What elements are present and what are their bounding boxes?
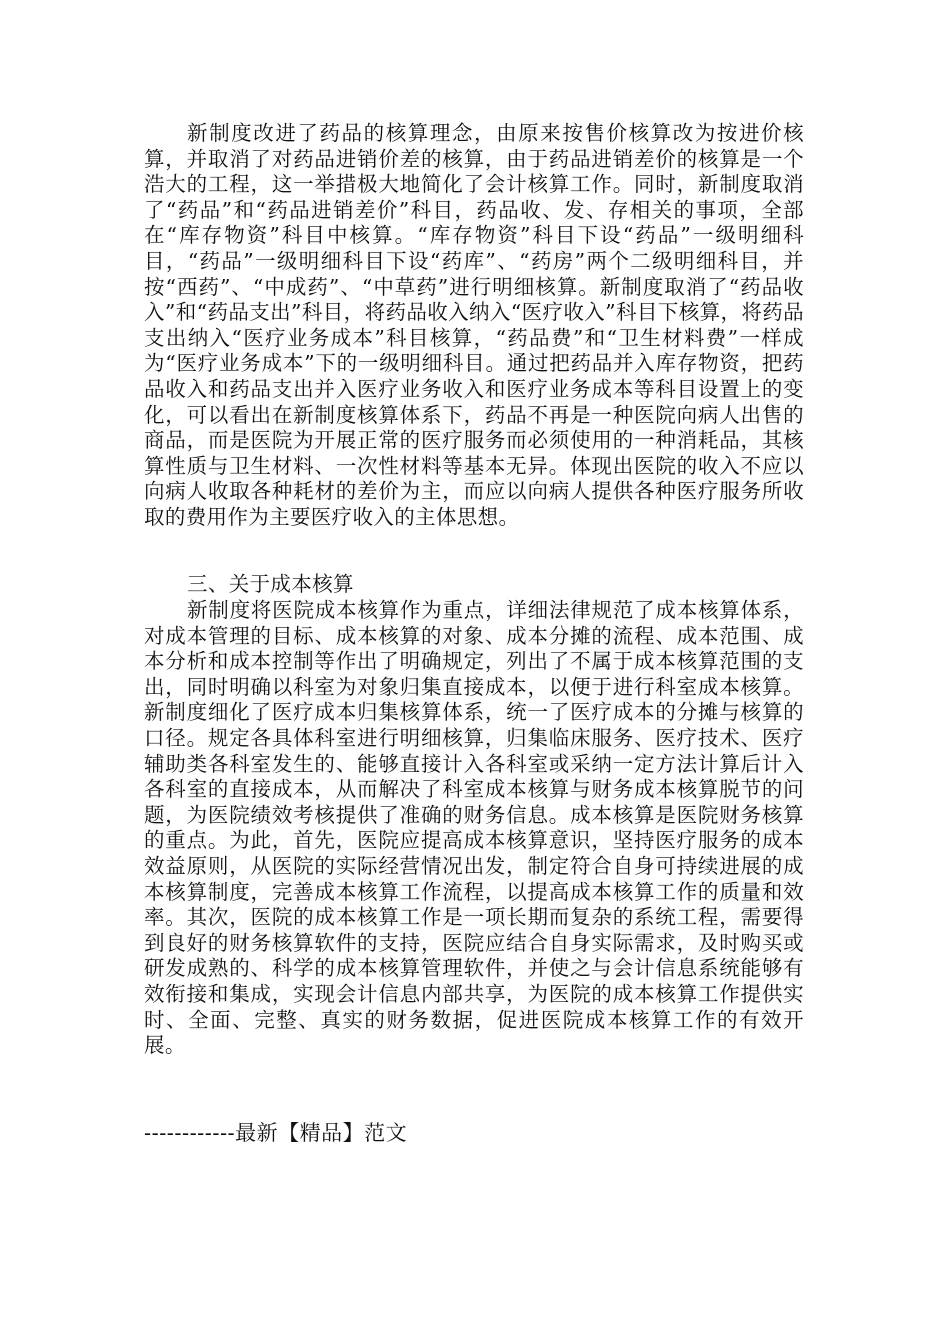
body-paragraph-cost-accounting: 新制度将医院成本核算作为重点，详细法律规范了成本核算体系，对成本管理的目标、成本核算的对象、成本分摊的流程、成本范围、成本分析和成本控制等作出了明确规定，列出了不属于成本核算范围的支出，同时明确以科室为对象归集直接成本，以便于进行科室成本核算。新制度细化了医疗成本归集核算体系，统一了医疗成本的分摊与核算的口径。规定各具体科室进行明细核算，归集临床服务、医疗技术、医疗辅助类各科室发生的、能够直接计入各科室或采纳一定方法计算后计入各科室的直接成本，从而解决了科室成本核算与财务成本核算脱节的问题，为医院绩效考核提供了准确的财务信息。成本核算是医院财务核算的重点。为此，首先，医院应提高成本核算意识，坚持医疗服务的成本效益原则，从医院的实际经营情况出发，制定符合自身可持续进展的成本核算制度，完善成本核算工作流程，以提高成本核算工作的质量和效率。其次，医院的成本核算工作是一项长期而复杂的系统工程，需要得到良好的财务核算软件的支持，医院应结合自身实际需求，及时购买或研发成熟的、科学的成本核算管理软件，并使之与会计信息系统能够有效衔接和集成，实现会计信息内部共享，为医院的成本核算工作提供实时、全面、完整、真实的财务数据，促进医院成本核算工作的有效开展。 <box>144 598 804 1058</box>
section-heading-cost-accounting: 三、关于成本核算 <box>187 572 354 596</box>
footer-tagline: ------------最新【精品】范文 <box>144 1121 408 1145</box>
body-paragraph-drug-accounting: 新制度改进了药品的核算理念，由原来按售价核算改为按进价核算，并取消了对药品进销价差的核算，由于药品进销差价的核算是一个浩大的工程，这一举措极大地简化了会计核算工作。同时，新制度取消了“药品”和“药品进销差价”科目，药品收、发、存相关的事项，全部在“库存物资”科目中核算。“库存物资”科目下设“药品”一级明细科目，“药品”一级明细科目下设“药库”、“药房”两个二级明细科目，并按“西药”、“中成药”、“中草药”进行明细核算。新制度取消了“药品收入”和“药品支出”科目，将药品收入纳入“医疗收入”科目下核算，将药品支出纳入“医疗业务成本”科目核算，“药品费”和“卫生材料费”一样成为“医疗业务成本”下的一级明细科目。通过把药品并入库存物资，把药品收入和药品支出并入医疗业务收入和医疗业务成本等科目设置上的变化，可以看出在新制度核算体系下，药品不再是一种医院向病人出售的商品，而是医院为开展正常的医疗服务而必须使用的一种消耗品，其核算性质与卫生材料、一次性材料等基本无异。体现出医院的收入不应以向病人收取各种耗材的差价为主，而应以向病人提供各种医疗服务所收取的费用作为主要医疗收入的主体思想。 <box>144 121 804 529</box>
